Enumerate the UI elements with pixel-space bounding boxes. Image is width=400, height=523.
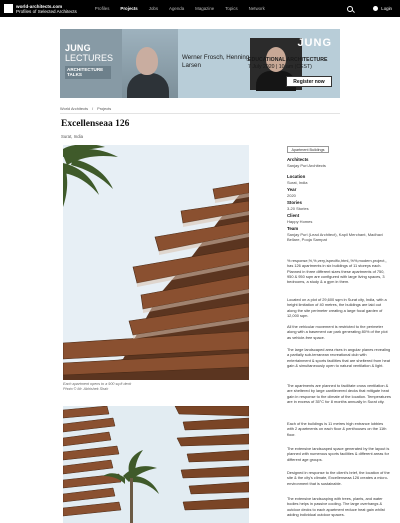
description-paragraph: Located on a plot of 29,600 sqm in Surat city, India, with a height limitation of 40 metres, the buildings are laid out along the site perimeter creating a large focal garden of 12,000 sqm. (287, 297, 387, 318)
project-photo-secondary[interactable] (63, 406, 249, 523)
breadcrumb-separator: / (92, 106, 94, 111)
description-paragraph: The extensive landscaped space generated by the layout is planned with numerous sports facilities & different areas for different age groups. (287, 446, 390, 462)
banner-brand-logo: JUNG (297, 37, 332, 49)
fact-client: Client Happy Homes (287, 213, 313, 224)
description-paragraph: The extensive landscaping with trees, plants, and water bodies helps in passive cooling. The large overhangs & outdoor decks to each apartment reduce heat gain whilst adding individual outdoor spaces. (287, 496, 385, 517)
breadcrumb-item-home[interactable]: World Architects (60, 106, 89, 111)
fact-architects: Architects Sanjay Puri Architects (287, 157, 387, 168)
project-photo-main[interactable] (63, 145, 249, 380)
divider (60, 113, 340, 114)
fact-stories: Stories 3-20 Stories (287, 200, 309, 211)
login-link[interactable]: Login (381, 6, 392, 11)
description-paragraph: Each of the buildings is 11 metres high entrance lobbies with 2 apartments on each floor & penthouses on the 11th floor. (287, 421, 387, 437)
description-paragraph: The apartments are planned to facilitate cross ventilation & are sheltered by large cantilevered decks that mitigate heat gain in response to the climate of the location. Temperatures are in excess of 35°C for 8 months annually in Surat city. (287, 383, 391, 404)
description-paragraph: % response,%,%,very,\specific,html,,%%,modern,project,, has 126 apartments in six buildings of 11 storeys each. Planned in three different sizes these apartments of 750, 950 & 950 sqm are configured with large living spaces, 3 bedrooms, a study & a gym in them. (287, 258, 387, 285)
logo-mark-icon (4, 4, 13, 13)
building-courtyard-image (63, 406, 249, 523)
top-navigation-bar (0, 0, 400, 17)
fact-team: Team Sanjay Puri (Lead Architect), Kapil Merchant, Madhavi Bellare, Pooja Sampat (287, 226, 383, 242)
nav-item-agenda[interactable]: Agenda (169, 6, 185, 11)
banner-series-subtitle: LECTURES (65, 53, 114, 63)
page-title: Excellenseaa 126 (61, 119, 130, 129)
register-button[interactable]: Register now (286, 76, 332, 87)
nav-item-magazine[interactable]: Magazine (195, 6, 215, 11)
user-icon[interactable] (373, 6, 378, 11)
breadcrumb-item-projects[interactable]: Projects (97, 106, 112, 111)
photo-caption: Each apartment opens to a 900 sq.ft deck Photo © Mr. Abhishek Shah (63, 382, 132, 391)
banner-speakers: Werner Frosch, Henning Larsen (182, 54, 250, 69)
speaker-photo (122, 29, 178, 98)
site-name: world-architects.com (16, 3, 63, 9)
banner-series-tag: ARCHITECTURE TALKS (65, 66, 111, 79)
main-nav (95, 6, 276, 11)
breadcrumb (60, 106, 111, 111)
description-paragraph: All the vehicular movement is restricted to the perimeter along with a basement car park generating 80% of the plot as vehicle-free space. (287, 324, 388, 340)
event-banner[interactable] (60, 29, 340, 98)
banner-event-datetime: 7 July 2020 | 10 am (CEST) (248, 64, 312, 70)
project-location: Surat, India (61, 134, 83, 139)
description-paragraph: The large landscaped area rises in angular planes revealing a partially sub-terranean recreational club with entertainment & sports facilities that are sheltered from heat gain & simultaneously open to natural ventilation & light. (287, 347, 391, 368)
site-tagline: Profiles of Selected Architects (16, 8, 77, 14)
nav-item-profiles[interactable]: Profiles (94, 6, 110, 11)
category-badge[interactable]: Apartment Buildings (287, 146, 329, 153)
search-icon[interactable] (347, 6, 353, 12)
architect-link[interactable]: Sanjay Puri Architects (287, 163, 326, 168)
building-facade-image (63, 145, 249, 380)
nav-item-projects[interactable]: Projects (120, 6, 138, 11)
nav-item-topics[interactable]: Topics (225, 6, 238, 11)
fact-year: Year 2020 (287, 187, 297, 198)
nav-item-jobs[interactable]: Jobs (148, 6, 159, 11)
banner-event-title: EDUCATIONAL ARCHITECTURE (248, 57, 328, 63)
fact-location: Location Surat, India (287, 174, 308, 185)
banner-series-panel (60, 29, 122, 98)
banner-series-title: JUNG (65, 43, 91, 53)
site-logo[interactable] (4, 4, 77, 14)
description-paragraph: Designed in response to the client's brief, the location of the site & the city's climate, Excellenseaa 126 creates a micro-environment that is sustainable. (287, 470, 390, 486)
nav-item-network[interactable]: Network (248, 6, 265, 11)
